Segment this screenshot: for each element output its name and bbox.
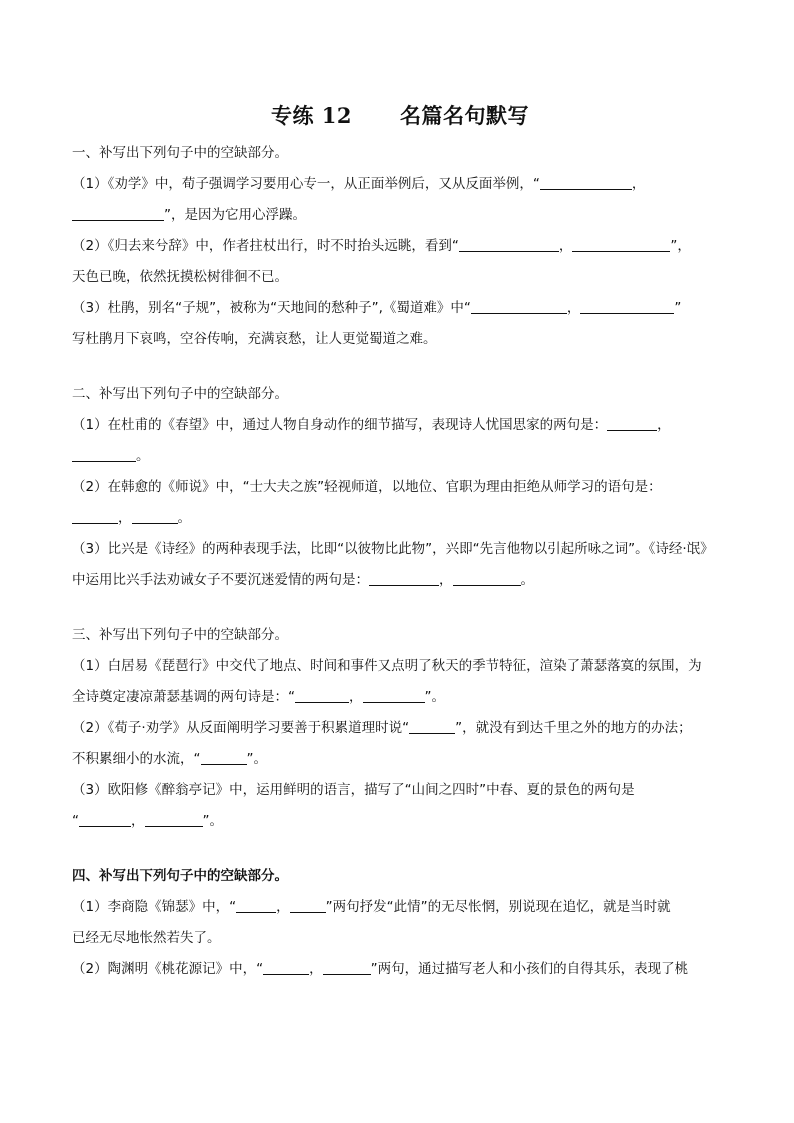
answer-blank[interactable] <box>72 206 164 221</box>
question-text: 不积累细小的水流，“ <box>72 751 201 767</box>
title-number: 专练 12 <box>270 103 353 128</box>
question-text: 。 <box>136 448 150 464</box>
question-text: （2）陶渊明《桃花源记》中，“ <box>72 961 264 977</box>
exercise-section <box>72 379 728 596</box>
question-line <box>72 441 728 472</box>
question-line <box>72 293 728 324</box>
answer-blank[interactable] <box>132 509 178 524</box>
question-line <box>72 169 728 200</box>
question-text: （3）欧阳修《醉翁亭记》中，运用鲜明的语言，描写了“山间之四时”中春、夏的景色的两句是 <box>72 782 635 798</box>
question-text: ”， <box>670 238 691 254</box>
question-text: （1）李商隐《锦瑟》中，“ <box>72 899 237 915</box>
section-heading: 一、补写出下列句子中的空缺部分。 <box>72 145 288 161</box>
answer-blank[interactable] <box>369 571 439 586</box>
section-heading: 四、补写出下列句子中的空缺部分。 <box>72 868 288 884</box>
question-line <box>72 503 728 534</box>
answer-blank[interactable] <box>453 571 521 586</box>
title-text: 名篇名句默写 <box>400 103 530 128</box>
question-text: “ <box>72 813 79 829</box>
question-text: （2）在韩愈的《师说》中，“士大夫之族”轻视师道，以地位、官职为理由拒绝从师学习的语句是： <box>72 479 662 495</box>
question-text: ”。 <box>424 689 445 705</box>
answer-blank[interactable] <box>72 509 118 524</box>
answer-blank[interactable] <box>145 812 203 827</box>
question-line <box>72 262 728 293</box>
question-text: 天色已晚，依然抚摸松树徘徊不已。 <box>72 269 288 285</box>
answer-blank[interactable] <box>363 688 425 703</box>
answer-blank[interactable] <box>79 812 131 827</box>
question-line <box>72 534 728 565</box>
question-text: （2）《荀子·劝学》从反面阐明学习要善于积累道理时说“ <box>72 720 410 736</box>
question-text: ， <box>631 176 646 192</box>
question-text: ， <box>657 417 671 433</box>
question-text: ， <box>439 572 453 588</box>
question-text: （1）《劝学》中，荀子强调学习要用心专一，从正面举例后，又从反面举例，“ <box>72 176 540 192</box>
answer-blank[interactable] <box>471 299 567 314</box>
page-title <box>72 100 728 132</box>
question-line <box>72 923 728 954</box>
question-text: ”。 <box>202 813 223 829</box>
question-text: （1）在杜甫的《春望》中，通过人物自身动作的细节描写，表现诗人忧国思家的两句是： <box>72 417 608 433</box>
question-line <box>72 231 728 262</box>
question-text: 。 <box>177 510 191 526</box>
question-text: （3）比兴是《诗经》的两种表现手法，比即“以彼物比此物”，兴即“先言他物以引起所咏之词”。《诗经·氓》 <box>72 541 714 557</box>
question-text: ” <box>674 300 682 316</box>
question-text: ， <box>558 238 573 254</box>
answer-blank[interactable] <box>323 960 371 975</box>
question-line <box>72 892 728 923</box>
answer-blank[interactable] <box>607 416 657 431</box>
question-text: （3）杜鹃，别名“子规”，被称为“天地间的愁种子”,《蜀道难》中“ <box>72 300 471 316</box>
question-text: ， <box>276 899 290 915</box>
question-line <box>72 806 728 837</box>
question-text: ， <box>118 510 132 526</box>
question-line <box>72 744 728 775</box>
question-text: ”两句抒发“此情”的无尽怅惘，别说现在追忆，就是当时就 <box>325 899 671 915</box>
answer-blank[interactable] <box>290 898 326 913</box>
question-text: 已经无尽地怅然若失了。 <box>72 930 221 946</box>
question-line <box>72 775 728 806</box>
answer-blank[interactable] <box>72 447 136 462</box>
question-text: 写杜鹃月下哀鸣，空谷传响，充满哀愁，让人更觉蜀道之难。 <box>72 331 437 347</box>
answer-blank[interactable] <box>201 750 247 765</box>
question-line <box>72 713 728 744</box>
question-line <box>72 651 728 682</box>
answer-blank[interactable] <box>236 898 276 913</box>
exercise-section <box>72 861 728 985</box>
answer-blank[interactable] <box>580 299 674 314</box>
question-text: （2）《归去来兮辞》中，作者拄杖出行，时不时抬头远眺，看到“ <box>72 238 459 254</box>
document-page <box>72 100 728 985</box>
question-text: ， <box>131 813 145 829</box>
answer-blank[interactable] <box>295 688 349 703</box>
answer-blank[interactable] <box>263 960 309 975</box>
question-line <box>72 565 728 596</box>
question-text: 。 <box>520 572 534 588</box>
section-heading: 二、补写出下列句子中的空缺部分。 <box>72 386 288 402</box>
question-line <box>72 410 728 441</box>
question-text: 中运用比兴手法劝诫女子不要沉迷爱情的两句是： <box>72 572 369 588</box>
answer-blank[interactable] <box>540 175 632 190</box>
section-heading: 三、补写出下列句子中的空缺部分。 <box>72 627 288 643</box>
question-text: ”两句，通过描写老人和小孩们的自得其乐，表现了桃 <box>370 961 689 977</box>
question-text: （1）白居易《琵琶行》中交代了地点、时间和事件又点明了秋天的季节特征，渲染了萧瑟落寞的氛围，为 <box>72 658 702 674</box>
question-line <box>72 324 728 355</box>
question-line <box>72 472 728 503</box>
exercise-section <box>72 138 728 355</box>
question-text: ”，是因为它用心浮躁。 <box>164 207 306 223</box>
question-text: ”，就没有到达千里之外的地方的办法； <box>455 720 692 736</box>
question-text: 全诗奠定凄凉萧瑟基调的两句诗是：“ <box>72 689 295 705</box>
question-text: ， <box>566 300 581 316</box>
question-text: ， <box>309 961 323 977</box>
answer-blank[interactable] <box>572 237 670 252</box>
question-text: ， <box>349 689 363 705</box>
question-line <box>72 200 728 231</box>
exercise-section <box>72 620 728 837</box>
answer-blank[interactable] <box>409 719 455 734</box>
question-line <box>72 682 728 713</box>
exercise-sections <box>72 138 728 985</box>
question-line <box>72 954 728 985</box>
answer-blank[interactable] <box>459 237 559 252</box>
question-text: ”。 <box>246 751 267 767</box>
